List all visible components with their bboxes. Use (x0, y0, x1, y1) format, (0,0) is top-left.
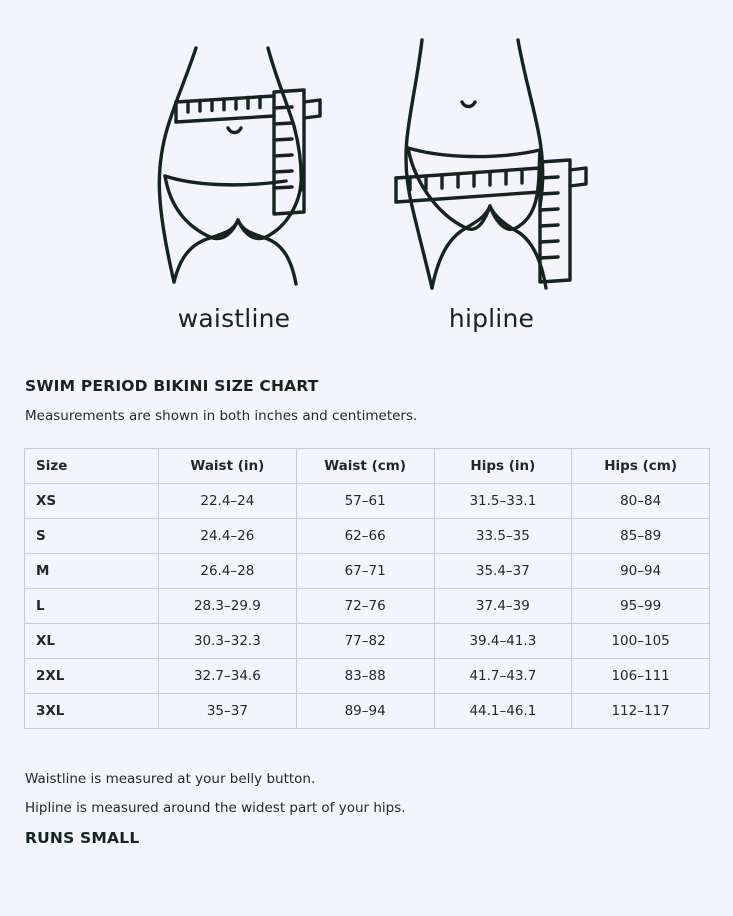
cell-waist-cm: 77–82 (296, 623, 434, 658)
column-header-hips-cm: Hips (cm) (572, 448, 710, 483)
cell-hips-in: 35.4–37 (434, 553, 572, 588)
cell-waist-in: 24.4–26 (159, 518, 297, 553)
cell-waist-in: 22.4–24 (159, 483, 297, 518)
chart-subtitle: Measurements are shown in both inches and centimeters. (25, 407, 418, 424)
figure-label-hipline: hipline (448, 304, 535, 333)
table-row (25, 588, 710, 623)
table-row (25, 553, 710, 588)
cell-hips-cm: 85–89 (572, 518, 710, 553)
cell-waist-cm: 67–71 (296, 553, 434, 588)
column-header-size: Size (25, 448, 159, 483)
cell-hips-in: 41.7–43.7 (434, 658, 572, 693)
waistline-illustration-icon (134, 30, 334, 298)
column-header-hips-in: Hips (in) (434, 448, 572, 483)
cell-hips-cm: 106–111 (572, 658, 710, 693)
cell-waist-in: 35–37 (159, 693, 297, 728)
cell-size: XS (25, 483, 159, 518)
cell-hips-cm: 90–94 (572, 553, 710, 588)
cell-size: XL (25, 623, 159, 658)
cell-waist-cm: 72–76 (296, 588, 434, 623)
cell-size: 2XL (25, 658, 159, 693)
cell-waist-in: 32.7–34.6 (159, 658, 297, 693)
figure-hipline (384, 30, 599, 333)
cell-hips-in: 44.1–46.1 (434, 693, 572, 728)
cell-waist-in: 30.3–32.3 (159, 623, 297, 658)
column-header-waist-in: Waist (in) (159, 448, 297, 483)
size-chart-table (24, 448, 710, 729)
note-hipline: Hipline is measured around the widest part of your hips. (25, 799, 406, 816)
cell-waist-cm: 83–88 (296, 658, 434, 693)
cell-waist-cm: 89–94 (296, 693, 434, 728)
cell-hips-in: 37.4–39 (434, 588, 572, 623)
page-title: SWIM PERIOD BIKINI SIZE CHART (25, 377, 319, 395)
cell-waist-cm: 62–66 (296, 518, 434, 553)
cell-size: 3XL (25, 693, 159, 728)
figure-label-waistline: waistline (177, 304, 291, 333)
cell-waist-in: 26.4–28 (159, 553, 297, 588)
cell-size: S (25, 518, 159, 553)
cell-size: L (25, 588, 159, 623)
cell-size: M (25, 553, 159, 588)
runs-small-label: RUNS SMALL (25, 828, 140, 847)
footnotes (24, 771, 709, 847)
cell-hips-cm: 100–105 (572, 623, 710, 658)
cell-waist-cm: 57–61 (296, 483, 434, 518)
note-waistline: Waistline is measured at your belly button. (25, 770, 316, 787)
table-header-row (25, 448, 710, 483)
cell-hips-cm: 80–84 (572, 483, 710, 518)
cell-hips-cm: 95–99 (572, 588, 710, 623)
table-row (25, 518, 710, 553)
cell-waist-in: 28.3–29.9 (159, 588, 297, 623)
column-header-waist-cm: Waist (cm) (296, 448, 434, 483)
illustrations (24, 0, 709, 333)
hipline-illustration-icon (384, 30, 599, 298)
table-row (25, 483, 710, 518)
cell-hips-in: 33.5–35 (434, 518, 572, 553)
figure-waistline (134, 30, 334, 333)
table-row (25, 623, 710, 658)
table-row (25, 658, 710, 693)
table-row (25, 693, 710, 728)
cell-hips-in: 39.4–41.3 (434, 623, 572, 658)
cell-hips-cm: 112–117 (572, 693, 710, 728)
cell-hips-in: 31.5–33.1 (434, 483, 572, 518)
